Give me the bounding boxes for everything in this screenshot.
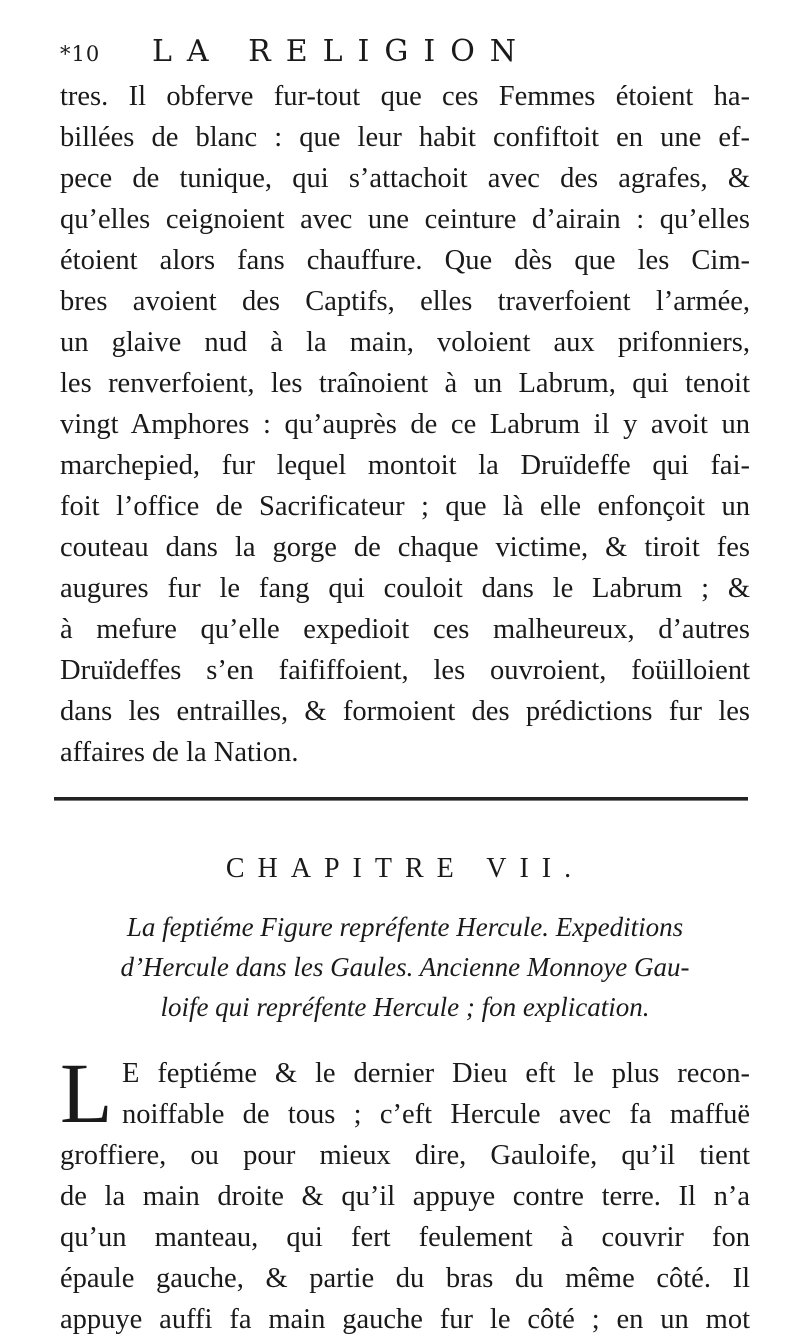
text-line: dans les entrailles, & formoient des prédictions fur les	[60, 696, 750, 727]
text-line: noiffable de tous ; c’eft Hercule avec fa maffuë	[122, 1099, 750, 1130]
summary-line: loife qui repréfente Hercule ; fon explication.	[160, 992, 650, 1022]
text-line: qu’un manteau, qui fert feulement à couvrir fon	[60, 1222, 750, 1253]
text-line: étoient alors fans chauffure. Que dès que les Cim-	[60, 245, 750, 276]
chapter-divider-rule	[54, 797, 748, 801]
chapter-body	[60, 1045, 750, 1340]
text-line: épaule gauche, & partie du bras du même côté. Il	[60, 1263, 750, 1294]
text-line: affaires de la Nation.	[60, 737, 299, 768]
text-line: les renverfoient, les traînoient à un Labrum, qui tenoit	[60, 368, 750, 399]
text-line: foit l’office de Sacrificateur ; que là elle enfonçoit un	[60, 491, 750, 522]
text-line: couteau dans la gorge de chaque victime, & tiroit fes	[60, 532, 750, 563]
running-title: LA RELIGION	[152, 34, 532, 69]
text-line: Druïdeffes s’en faififfoient, les ouvroient, foüilloient	[60, 655, 750, 686]
text-line: marchepied, fur lequel montoit la Druïdeffe qui fai-	[60, 450, 750, 481]
text-line: augures fur le fang qui couloit dans le Labrum ; &	[60, 573, 750, 604]
summary-line: d’Hercule dans les Gaules. Ancienne Monnoye Gau-	[120, 952, 690, 982]
running-head	[60, 34, 750, 74]
text-line: E feptiéme & le dernier Dieu eft le plus recon-	[122, 1058, 750, 1089]
text-line: groffiere, ou pour mieux dire, Gauloife, qu’il tient	[60, 1140, 750, 1171]
text-line: à mefure qu’elle expedioit ces malheureux, d’autres	[60, 614, 750, 645]
drop-cap: L	[60, 1045, 113, 1141]
text-line: tres. Il obferve fur-tout que ces Femmes étoient ha-	[60, 81, 750, 112]
text-line: bres avoient des Captifs, elles traverfoient l’armée,	[60, 286, 750, 317]
text-line: billées de blanc : que leur habit confiftoit en une ef-	[60, 122, 750, 153]
page-number: *10	[60, 42, 101, 66]
paragraph-continued	[60, 76, 750, 773]
paragraph-body	[60, 1045, 750, 1340]
text-line: qu’elles ceignoient avec une ceinture d’airain : qu’elles	[60, 204, 750, 235]
chapter-summary	[84, 907, 726, 1027]
text-line: pece de tunique, qui s’attachoit avec des agrafes, &	[60, 163, 750, 194]
book-page	[60, 34, 750, 1340]
summary-line: La feptiéme Figure repréfente Hercule. Expeditions	[126, 912, 684, 942]
chapter-heading: CHAPITRE VII.	[225, 853, 585, 884]
text-line: de la main droite & qu’il appuye contre terre. Il n’a	[60, 1181, 750, 1212]
text-line: vingt Amphores : qu’auprès de ce Labrum il y avoit un	[60, 409, 750, 440]
text-line: appuye auffi fa main gauche fur le côté ; en un mot	[60, 1304, 750, 1335]
text-line: un glaive nud à la main, voloient aux prifonniers,	[60, 327, 750, 358]
